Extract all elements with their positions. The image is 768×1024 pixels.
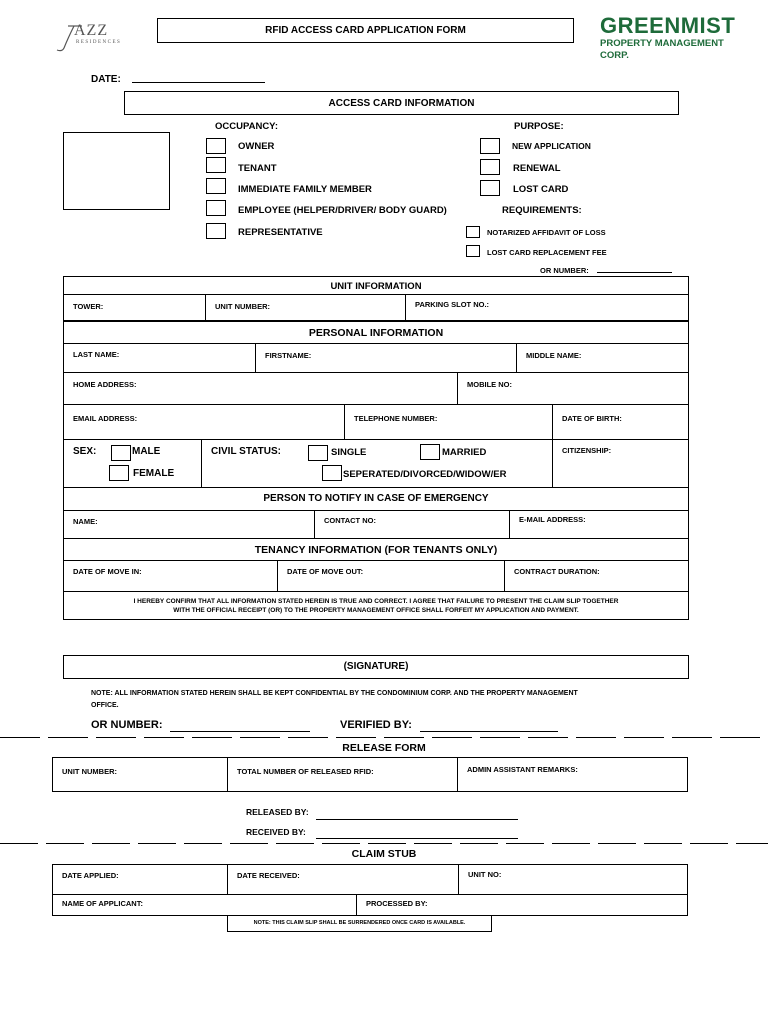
- emergency-email-field[interactable]: [509, 510, 689, 539]
- male-label: MALE: [132, 446, 161, 457]
- renewal-checkbox[interactable]: [480, 159, 500, 175]
- move-in-field[interactable]: [63, 560, 278, 592]
- claim-stub-title: CLAIM STUB: [351, 848, 417, 860]
- employee-checkbox[interactable]: [206, 200, 226, 216]
- confidentiality-note: [91, 688, 691, 712]
- unit-number-label: UNIT NUMBER:: [215, 302, 270, 311]
- unit-number-field[interactable]: [205, 294, 406, 321]
- emergency-contact-label: CONTACT NO:: [324, 516, 376, 525]
- personal-info-header-text: PERSONAL INFORMATION: [308, 327, 444, 339]
- email-address-label: EMAIL ADDRESS:: [73, 414, 138, 423]
- emergency-email-label: E-MAIL ADDRESS:: [519, 515, 586, 524]
- processed-by-label: PROCESSED BY:: [366, 899, 428, 908]
- claim-unit-no-field[interactable]: [458, 864, 688, 895]
- date-received-label: DATE RECEIVED:: [237, 871, 300, 880]
- female-label: FEMALE: [133, 468, 175, 479]
- greenmist-name: GREENMIST: [600, 13, 736, 38]
- mobile-no-label: MOBILE NO:: [467, 380, 512, 389]
- representative-label: REPRESENTATIVE: [238, 227, 323, 238]
- separated-label: SEPERATED/DIVORCED/WIDOW/ER: [343, 469, 507, 480]
- tower-label: TOWER:: [73, 302, 104, 311]
- tenant-label: TENANT: [238, 163, 277, 174]
- unit-info-header-text: UNIT INFORMATION: [330, 281, 422, 292]
- female-checkbox[interactable]: [109, 465, 129, 481]
- middle-name-field[interactable]: [516, 343, 689, 373]
- signature-box[interactable]: [63, 655, 689, 679]
- new-application-checkbox[interactable]: [480, 138, 500, 154]
- received-by-field[interactable]: [316, 838, 518, 839]
- signature-label: (SIGNATURE): [343, 661, 409, 672]
- emergency-header: [63, 487, 689, 511]
- logo-text: AZZ: [74, 22, 109, 39]
- greenmist-tagline: PROPERTY MANAGEMENT CORP.: [600, 38, 724, 61]
- date-of-birth-field[interactable]: [552, 404, 689, 440]
- representative-checkbox[interactable]: [206, 223, 226, 239]
- move-in-label: DATE OF MOVE IN:: [73, 567, 142, 576]
- access-card-header-text: ACCESS CARD INFORMATION: [328, 98, 475, 109]
- applicant-name-field[interactable]: [52, 894, 357, 916]
- emergency-name-field[interactable]: [63, 510, 315, 539]
- release-unit-number-label: UNIT NUMBER:: [62, 767, 117, 776]
- unit-info-header: [63, 276, 689, 295]
- verified-by-label: VERIFIED BY:: [340, 719, 412, 731]
- citizenship-label: CITIZENSHIP:: [562, 446, 612, 455]
- release-unit-number-field[interactable]: [52, 757, 228, 792]
- tenant-checkbox[interactable]: [206, 157, 226, 173]
- verified-by-field[interactable]: [420, 731, 558, 732]
- release-form-header: [0, 742, 768, 754]
- jazz-residences-logo: [54, 20, 130, 54]
- greenmist-logo: [600, 13, 750, 61]
- claim-unit-no-label: UNIT NO:: [468, 870, 502, 879]
- last-name-label: LAST NAME:: [73, 350, 120, 359]
- telephone-label: TELEPHONE NUMBER:: [354, 414, 438, 423]
- family-member-label: IMMEDIATE FAMILY MEMBER: [238, 184, 372, 195]
- access-card-header: [124, 91, 679, 115]
- confirmation-line-1: I HEREBY CONFIRM THAT ALL INFORMATION STATED HEREIN IS TRUE AND CORRECT. I AGREE THAT FAILURE TO PRESENT THE CLAIM SLIP TOGETHER: [133, 598, 619, 605]
- admin-remarks-label: ADMIN ASSISTANT REMARKS:: [467, 765, 578, 774]
- mobile-no-field[interactable]: [457, 372, 689, 405]
- owner-checkbox[interactable]: [206, 138, 226, 154]
- purpose-label: PURPOSE:: [514, 121, 564, 132]
- released-by-label: RELEASED BY:: [246, 807, 309, 817]
- or-number-label: OR NUMBER:: [91, 719, 163, 731]
- req-or-number-label: OR NUMBER:: [540, 266, 589, 275]
- single-label: SINGLE: [331, 447, 367, 458]
- single-checkbox[interactable]: [308, 445, 328, 461]
- lost-card-label: LOST CARD: [513, 184, 569, 195]
- date-field[interactable]: [132, 82, 265, 83]
- citizenship-field[interactable]: [552, 439, 689, 488]
- separated-checkbox[interactable]: [322, 465, 342, 481]
- move-out-label: DATE OF MOVE OUT:: [287, 567, 364, 576]
- form-title: [157, 18, 574, 43]
- cut-line-top: [0, 737, 768, 738]
- emergency-contact-field[interactable]: [314, 510, 510, 539]
- middle-name-label: MIDDLE NAME:: [526, 351, 582, 360]
- email-address-field[interactable]: [63, 404, 345, 440]
- last-name-field[interactable]: [63, 343, 256, 373]
- personal-info-header: [63, 321, 689, 344]
- confirmation-box: [63, 591, 689, 620]
- first-name-field[interactable]: [255, 343, 517, 373]
- affidavit-checkbox[interactable]: [466, 226, 480, 238]
- confirmation-line-2: WITH THE OFFICIAL RECEIPT (OR) TO THE PROPERTY MANAGEMENT OFFICE SHALL FORFEIT MY APPLICATION AND PAYMENT.: [173, 607, 579, 614]
- date-applied-field[interactable]: [52, 864, 228, 895]
- requirements-label: REQUIREMENTS:: [502, 205, 582, 216]
- tenancy-header-text: TENANCY INFORMATION (FOR TENANTS ONLY): [254, 544, 498, 556]
- logo-subtext: RESIDENCES: [76, 40, 122, 45]
- home-address-field[interactable]: [63, 372, 458, 405]
- claim-stub-header: [0, 848, 768, 860]
- tenancy-header: [63, 538, 689, 561]
- form-title-text: RFID ACCESS CARD APPLICATION FORM: [265, 25, 466, 36]
- contract-duration-label: CONTRACT DURATION:: [514, 567, 600, 576]
- req-or-number-field[interactable]: [597, 272, 672, 273]
- male-checkbox[interactable]: [111, 445, 131, 461]
- photo-box: [63, 132, 170, 210]
- claim-note-text: NOTE: THIS CLAIM SLIP SHALL BE SURRENDERED ONCE CARD IS AVAILABLE.: [253, 920, 466, 926]
- new-application-label: NEW APPLICATION: [512, 141, 591, 151]
- date-received-field[interactable]: [227, 864, 459, 895]
- replacement-fee-label: LOST CARD REPLACEMENT FEE: [487, 248, 607, 257]
- released-by-field[interactable]: [316, 819, 518, 820]
- married-label: MARRIED: [442, 447, 487, 458]
- contract-duration-field[interactable]: [504, 560, 689, 592]
- processed-by-field[interactable]: [356, 894, 688, 916]
- first-name-label: FIRSTNAME:: [265, 351, 312, 360]
- parking-slot-field[interactable]: [405, 294, 689, 321]
- civil-status-label: CIVIL STATUS:: [211, 446, 281, 457]
- received-by-label: RECEIVED BY:: [246, 827, 306, 837]
- home-address-label: HOME ADDRESS:: [73, 380, 137, 389]
- occupancy-label: OCCUPANCY:: [215, 121, 278, 132]
- or-number-field[interactable]: [170, 731, 310, 732]
- date-of-birth-label: DATE OF BIRTH:: [562, 414, 622, 423]
- applicant-name-label: NAME OF APPLICANT:: [62, 899, 143, 908]
- emergency-header-text: PERSON TO NOTIFY IN CASE OF EMERGENCY: [263, 493, 489, 504]
- sex-label: SEX:: [73, 446, 97, 457]
- claim-note-box: [227, 915, 492, 932]
- cut-line-bottom: [0, 843, 768, 844]
- lost-card-checkbox[interactable]: [480, 180, 500, 196]
- owner-label: OWNER: [238, 141, 275, 152]
- note-line-2: OFFICE.: [91, 702, 119, 709]
- replacement-fee-checkbox[interactable]: [466, 245, 480, 257]
- parking-slot-label: PARKING SLOT NO.:: [415, 300, 490, 309]
- note-line-1: NOTE: ALL INFORMATION STATED HEREIN SHALL BE KEPT CONFIDENTIAL BY THE CONDOMINIUM CORP. AND THE PROPERTY MANAGEMENT: [91, 690, 578, 697]
- telephone-field[interactable]: [344, 404, 553, 440]
- emergency-name-label: NAME:: [73, 517, 98, 526]
- date-applied-label: DATE APPLIED:: [62, 871, 119, 880]
- release-form-title: RELEASE FORM: [342, 742, 426, 754]
- married-checkbox[interactable]: [420, 444, 440, 460]
- admin-remarks-field[interactable]: [457, 757, 688, 792]
- affidavit-label: NOTARIZED AFFIDAVIT OF LOSS: [487, 228, 606, 237]
- released-rfid-count-field[interactable]: [227, 757, 458, 792]
- family-member-checkbox[interactable]: [206, 178, 226, 194]
- move-out-field[interactable]: [277, 560, 505, 592]
- renewal-label: RENEWAL: [513, 163, 561, 174]
- employee-label: EMPLOYEE (HELPER/DRIVER/ BODY GUARD): [238, 205, 447, 216]
- date-label: DATE:: [91, 74, 121, 85]
- released-rfid-count-label: TOTAL NUMBER OF RELEASED RFID:: [237, 767, 374, 776]
- tower-field[interactable]: [63, 294, 206, 321]
